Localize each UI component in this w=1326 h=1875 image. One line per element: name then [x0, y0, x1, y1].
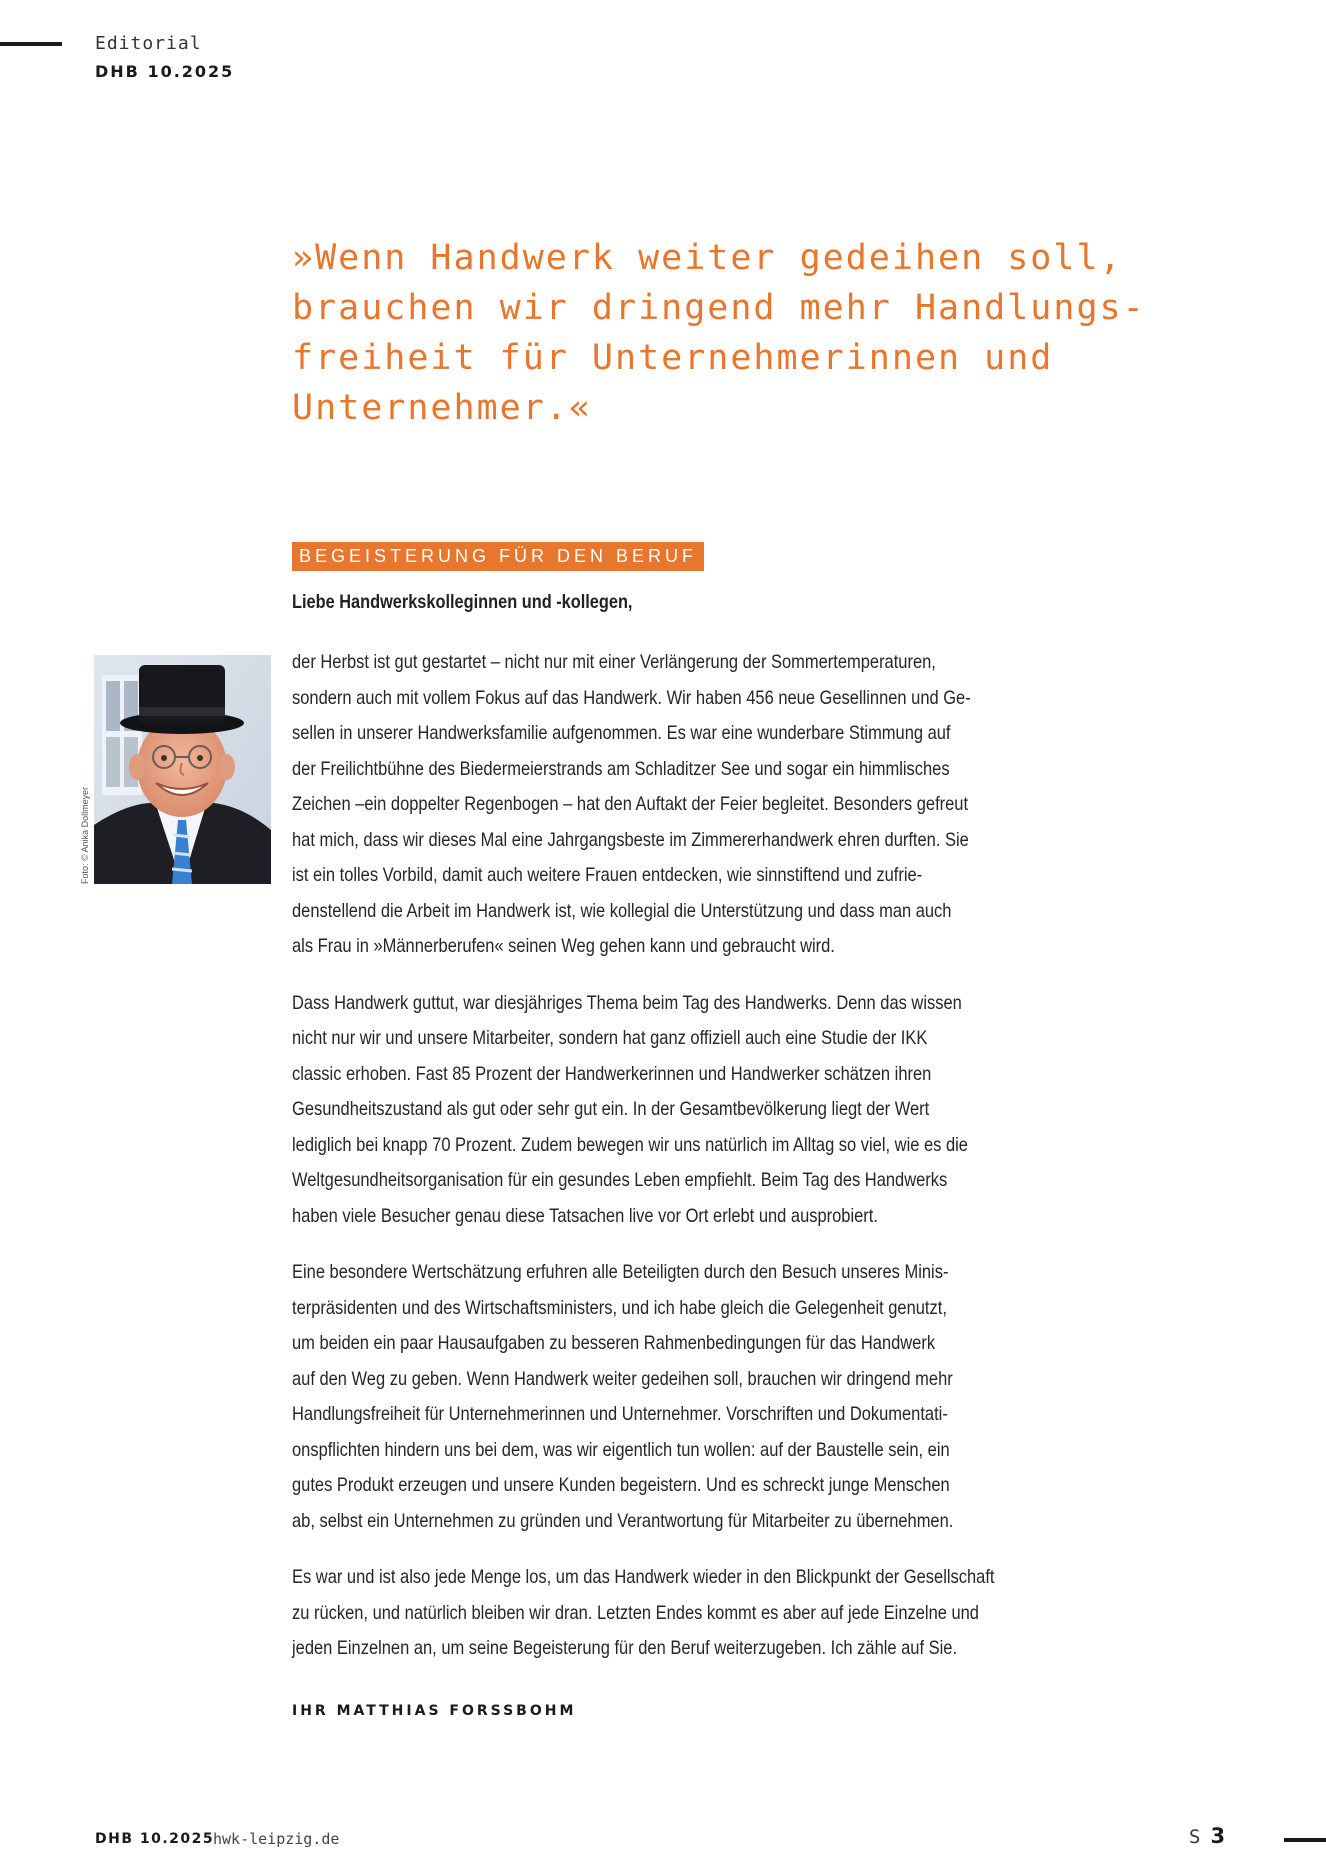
- body-line: Gesundheitszustand als gut oder sehr gut ein. In der Gesamtbevölkerung liegt der Wert: [292, 1098, 930, 1120]
- body-line: Handlungsfreiheit für Unternehmerinnen und Unternehmer. Vorschriften und Dokumentati-: [292, 1403, 948, 1425]
- photo-credit: Foto: © Anika Dollmeyer: [80, 786, 90, 884]
- salutation: Liebe Handwerkskolleginnen und -kollegen,: [292, 592, 633, 613]
- body-line: denstellend die Arbeit im Handwerk ist, wie kollegial die Unterstützung und dass man auch: [292, 899, 952, 922]
- body-line: terpräsidenten und des Wirtschaftsministers, und ich habe gleich die Gelegenheit genutzt,: [292, 1296, 947, 1319]
- body-paragraph: [292, 645, 1088, 965]
- body-line: Dass Handwerk guttut, war diesjähriges Thema beim Tag des Handwerks. Denn das wissen: [292, 991, 962, 1014]
- body-line: jeden Einzelnen an, um seine Begeisterung für den Beruf weiterzugeben. Ich zähle auf Sie.: [292, 1637, 958, 1659]
- body-paragraph: [292, 1255, 1088, 1539]
- author-portrait: [94, 655, 271, 884]
- header-rule: [0, 42, 62, 46]
- body-line: hat mich, dass wir dieses Mal eine Jahrgangsbeste im Zimmererhandwerk ehren durften. Sie: [292, 828, 969, 851]
- body-line: lediglich bei knapp 70 Prozent. Zudem bewegen wir uns natürlich im Alltag so viel, wie es die: [292, 1133, 968, 1156]
- body-line: ab, selbst ein Unternehmen zu gründen und Verantwortung für Mitarbeiter zu übernehmen.: [292, 1509, 954, 1532]
- page-prefix: S: [1189, 1826, 1201, 1848]
- pull-quote-line: freiheit für Unternehmerinnen und: [292, 338, 1054, 378]
- body-line: Es war und ist also jede Menge los, um das Handwerk wieder in den Blickpunkt der Gesellschaft: [292, 1566, 995, 1588]
- footer-issue: DHB 10.2025: [95, 1831, 215, 1847]
- page-number: [1189, 1824, 1225, 1848]
- body-line: auf den Weg zu geben. Wenn Handwerk weiter gedeihen soll, brauchen wir dringend mehr: [292, 1367, 953, 1390]
- pull-quote-line: »Wenn Handwerk weiter gedeihen soll,: [292, 238, 1123, 278]
- body-line: der Herbst ist gut gestartet – nicht nur mit einer Verlängerung der Sommertemperaturen,: [292, 651, 936, 673]
- author-signature: IHR MATTHIAS FORSSBOHM: [292, 1703, 577, 1719]
- body-line: gutes Produkt erzeugen und unsere Kunden begeistern. Und es schreckt junge Menschen: [292, 1474, 950, 1496]
- body-line: sellen in unserer Handwerksfamilie aufgenommen. Es war eine wunderbare Stimmung auf: [292, 722, 951, 744]
- pull-quote-line: Unternehmer.«: [292, 388, 592, 428]
- body-line: um beiden ein paar Hausaufgaben zu besseren Rahmenbedingungen für das Handwerk: [292, 1332, 936, 1354]
- body-line: Weltgesundheitsorganisation für ein gesundes Leben empfiehlt. Beim Tag des Handwerks: [292, 1169, 948, 1191]
- body-line: sondern auch mit vollem Fokus auf das Handwerk. Wir haben 456 neue Gesellinnen und Ge-: [292, 686, 971, 709]
- page-number-value: 3: [1210, 1824, 1226, 1848]
- body-line: Eine besondere Wertschätzung erfuhren alle Beteiligten durch den Besuch unseres Minis-: [292, 1261, 949, 1283]
- editorial-body: [292, 645, 1088, 1688]
- issue-label: DHB 10.2025: [95, 62, 235, 81]
- body-line: ist ein tolles Vorbild, damit auch weitere Frauen entdecken, wie sinnstiftend und zufrie-: [292, 864, 923, 886]
- body-line: haben viele Besucher genau diese Tatsachen live vor Ort erlebt und ausprobiert.: [292, 1204, 878, 1227]
- body-line: onspflichten hindern uns bei dem, was wir eigentlich tun wollen: auf der Baustelle sein, ein: [292, 1438, 950, 1461]
- pull-quote-line: brauchen wir dringend mehr Handlungs-: [292, 288, 1146, 328]
- body-line: als Frau in »Männerberufen« seinen Weg gehen kann und gebraucht wird.: [292, 935, 835, 957]
- body-line: der Freilichtbühne des Biedermeierstrands am Schladitzer See und sogar ein himmlisches: [292, 757, 950, 780]
- footer-website-link[interactable]: hwk-leipzig.de: [213, 1830, 340, 1848]
- section-label: Editorial: [95, 33, 202, 54]
- pull-quote: [292, 233, 1152, 433]
- body-line: classic erhoben. Fast 85 Prozent der Handwerkerinnen und Handwerker schätzen ihren: [292, 1062, 932, 1085]
- body-line: Zeichen –ein doppelter Regenbogen – hat den Auftakt der Feier begleitet. Besonders gefreut: [292, 793, 969, 815]
- section-kicker: BEGEISTERUNG FÜR DEN BERUF: [292, 542, 704, 571]
- body-paragraph: [292, 1560, 1088, 1667]
- body-line: zu rücken, und natürlich bleiben wir dran. Letzten Endes kommt es aber auf jede Einzelne und: [292, 1601, 979, 1624]
- body-line: nicht nur wir und unsere Mitarbeiter, sondern hat ganz offiziell auch eine Studie der IKK: [292, 1027, 928, 1049]
- body-paragraph: [292, 986, 1088, 1235]
- footer-rule: [1284, 1838, 1326, 1842]
